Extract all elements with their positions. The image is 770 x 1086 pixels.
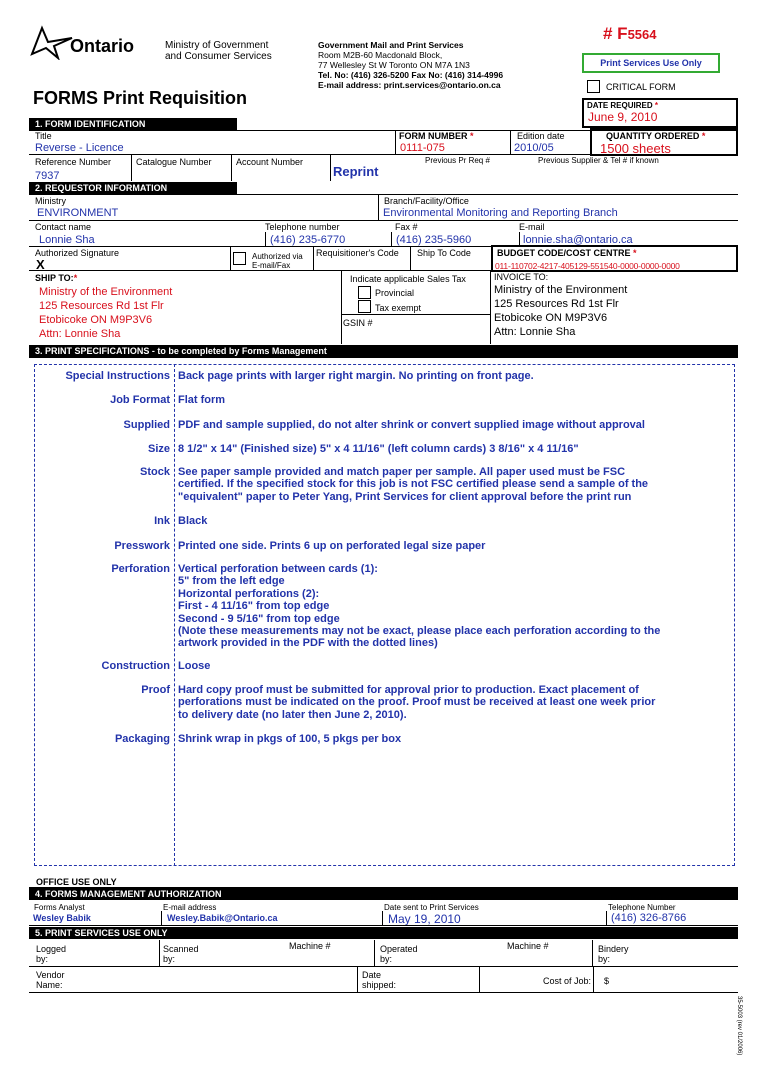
critical-form-label: CRITICAL FORM	[606, 82, 676, 92]
ministry-label: Ministry	[35, 196, 66, 206]
date-sent-label: Date sent to Print Services	[384, 903, 479, 912]
tax-exempt-checkbox[interactable]	[358, 300, 371, 313]
provincial-checkbox[interactable]	[358, 286, 371, 299]
branch-value: Environmental Monitoring and Reporting Branch	[383, 207, 618, 219]
spec-value-line: to delivery date (no later then June 2, 2010).	[178, 708, 407, 721]
analyst-phone-label: Telephone Number	[608, 903, 676, 912]
ship-code-label: Ship To Code	[417, 248, 471, 258]
spec-value-line: Black	[178, 515, 208, 527]
quantity-label: QUANTITY ORDERED *	[606, 131, 706, 141]
spec-label: Special Instructions	[65, 370, 170, 382]
bindery-by: Bindery by:	[598, 944, 629, 964]
phone-label: Telephone number	[265, 222, 340, 232]
analyst-email-value: Wesley.Babik@Ontario.ca	[167, 913, 278, 923]
authorized-via-checkbox[interactable]	[233, 252, 246, 265]
spec-value-line: 8 1/2" x 14" (Finished size) 5" x 4 11/16" (left column cards) 3 8/16" x 4 11/16"	[178, 443, 579, 455]
gsin-label: GSIN #	[343, 318, 373, 328]
analyst-value: Wesley Babik	[33, 913, 91, 923]
phone-value: (416) 235-6770	[270, 234, 346, 246]
reference-value: 7937	[35, 170, 60, 182]
spec-value	[178, 466, 728, 503]
section3-heading: 3. PRINT SPECIFICATIONS - to be completed by Forms Management	[29, 345, 738, 358]
section1-heading: 1. FORM IDENTIFICATION	[29, 118, 237, 130]
ministry-name: Ministry of Government and Consumer Services	[165, 40, 272, 62]
section5-heading: 5. PRINT SERVICES USE ONLY	[29, 927, 738, 939]
reprint-label: Reprint	[333, 164, 379, 179]
analyst-email-label: E-mail address	[163, 903, 217, 912]
tax-exempt-label: Tax exempt	[375, 303, 422, 313]
spec-label: Proof	[141, 684, 170, 696]
specifications-divider	[174, 364, 175, 866]
spec-value-line: Back page prints with larger right margin. No printing on front page.	[178, 370, 534, 382]
spec-value-line: Horizontal perforations (2):	[178, 587, 320, 600]
analyst-label: Forms Analyst	[34, 903, 85, 912]
spec-label: Packaging	[114, 733, 170, 745]
branch-label: Branch/Facility/Office	[384, 196, 469, 206]
ship-to-address: Ministry of the Environment 125 Resources Rd 1st Flr Etobicoke ON M9P3V6 Attn: Lonnie Sha	[39, 286, 173, 340]
form-number-value: 0111-075	[400, 142, 445, 154]
spec-value-line: (Note these measurements may not be exact, please place each perforation according to the	[178, 625, 661, 638]
fax-label: Fax #	[395, 222, 418, 232]
cost-currency: $	[604, 976, 610, 986]
spec-value-line: "equivalent" paper to Peter Yang, Print Services for client approval before the print run	[178, 490, 632, 503]
spec-value-line: First - 4 11/16" from top edge	[178, 600, 330, 613]
contact-label: Contact name	[35, 222, 92, 232]
spec-value-line: 5" from the left edge	[178, 575, 285, 588]
prev-supplier-label: Previous Supplier & Tel # if known	[538, 156, 659, 165]
operated-by: Operated by:	[380, 944, 418, 964]
office-address: Government Mail and Print Services Room M2B-60 Macdonald Block, 77 Wellesley St W Toronto ON M7A 1N3 Tel. No: (416) 326-5200 Fax No: (416) 314-4996 E-mail address: print.services@ontario.on.ca	[318, 40, 504, 90]
ship-to-label: SHIP TO:*	[35, 273, 78, 283]
title-label: Title	[35, 131, 52, 141]
page-title: FORMS Print Requisition	[33, 88, 247, 108]
title-value: Reverse - Licence	[35, 142, 124, 154]
machine-label: Machine #	[289, 941, 331, 951]
ontario-trillium-logo	[28, 24, 74, 60]
sales-tax-label: Indicate applicable Sales Tax	[350, 274, 466, 284]
ontario-logo-text: Ontario	[70, 36, 135, 56]
account-label: Account Number	[236, 157, 304, 167]
prev-req-label: Previous Pr Req #	[425, 156, 490, 165]
spec-value	[178, 563, 728, 650]
spec-value-line: Flat form	[178, 394, 226, 406]
quantity-value: 1500 sheets	[600, 141, 671, 156]
ministry-value: ENVIRONMENT	[37, 207, 119, 219]
invoice-label: INVOICE TO:	[494, 272, 549, 282]
req-code-label: Requisitioner's Code	[316, 248, 399, 258]
spec-value	[178, 443, 728, 455]
section4-heading: 4. FORMS MANAGEMENT AUTHORIZATION	[29, 888, 738, 900]
spec-label: Stock	[140, 466, 170, 478]
spec-label: Construction	[101, 660, 170, 672]
edition-date-label: Edition date	[517, 131, 565, 141]
spec-value-line: Hard copy proof must be submitted for approval prior to production. Exact placement of	[178, 684, 639, 696]
form-number-header: # F5564	[603, 24, 657, 43]
edition-date-value: 2010/05	[514, 142, 554, 154]
provincial-label: Provincial	[375, 288, 415, 298]
contact-value: Lonnie Sha	[39, 234, 95, 246]
date-sent-value: May 19, 2010	[388, 912, 461, 926]
reference-label: Reference Number	[35, 157, 112, 167]
vendor-name: Vendor Name:	[36, 970, 65, 990]
budget-value: 011-110702-4217-405129-551540-0000-0000-0000	[495, 261, 680, 271]
spec-value-line: perforations must be indicated on the proof. Proof must be received at least one week prior	[178, 696, 656, 709]
spec-value-line: See paper sample provided and match paper per sample. All paper used must be FSC	[178, 466, 626, 478]
spec-value-line: Printed one side. Prints 6 up on perforated legal size paper	[178, 540, 486, 552]
spec-label: Ink	[154, 515, 170, 527]
authorized-via-label: Authorized via E-mail/Fax	[252, 252, 303, 270]
spec-value	[178, 660, 728, 672]
spec-value-line: Shrink wrap in pkgs of 100, 5 pkgs per box	[178, 733, 402, 745]
cost-of-job-label: Cost of Job:	[543, 976, 592, 986]
date-required-value: June 9, 2010	[588, 110, 658, 124]
critical-form-checkbox[interactable]	[587, 80, 600, 93]
spec-value-line: Second - 9 5/16" from top edge	[178, 612, 340, 625]
email-value: lonnie.sha@ontario.ca	[523, 234, 633, 246]
spec-value	[178, 733, 728, 745]
spec-value-line: Loose	[178, 660, 211, 672]
office-use-only: OFFICE USE ONLY	[36, 877, 117, 887]
form-number-label: FORM NUMBER *	[399, 131, 474, 141]
spec-label: Perforation	[111, 563, 170, 575]
date-shipped: Date shipped:	[362, 970, 397, 990]
spec-label: Supplied	[123, 419, 170, 431]
spec-value-line: Vertical perforation between cards (1):	[178, 563, 378, 575]
logged-by: Logged by:	[36, 944, 67, 964]
print-services-use-only: Print Services Use Only	[582, 53, 720, 73]
fax-value: (416) 235-5960	[396, 234, 472, 246]
form-revision-code: 35-5003 (rev 01/2006)	[736, 996, 742, 1056]
invoice-address: Ministry of the Environment 125 Resources Rd 1st Flr Etobicoke ON M9P3V6 Attn: Lonnie Sha	[494, 284, 628, 338]
spec-value	[178, 515, 728, 527]
date-required-label: DATE REQUIRED *	[587, 101, 658, 110]
spec-value-line: certified. If the specified stock for this job is not FSC certified please send a sample of the	[178, 478, 649, 491]
spec-value-line: artwork provided in the PDF with the dotted lines)	[178, 637, 438, 650]
spec-label: Presswork	[114, 540, 170, 552]
email-label: E-mail	[519, 222, 545, 232]
spec-value-line: PDF and sample supplied, do not alter shrink or convert supplied image without approval	[178, 419, 645, 431]
spec-value	[178, 419, 728, 431]
machine-label-2: Machine #	[507, 941, 549, 951]
spec-value	[178, 394, 728, 406]
budget-label: BUDGET CODE/COST CENTRE *	[497, 248, 637, 258]
spec-value	[178, 370, 728, 382]
scanned-by: Scanned by:	[163, 944, 199, 964]
catalogue-label: Catalogue Number	[136, 157, 212, 167]
signature-label: Authorized Signature	[35, 248, 120, 258]
spec-value	[178, 540, 728, 552]
signature-value: X	[36, 257, 45, 272]
section2-heading: 2. REQUESTOR INFORMATION	[29, 182, 237, 194]
spec-value	[178, 684, 728, 721]
analyst-phone-value: (416) 326-8766	[611, 912, 687, 924]
spec-label: Size	[147, 443, 170, 455]
spec-label: Job Format	[110, 394, 170, 406]
